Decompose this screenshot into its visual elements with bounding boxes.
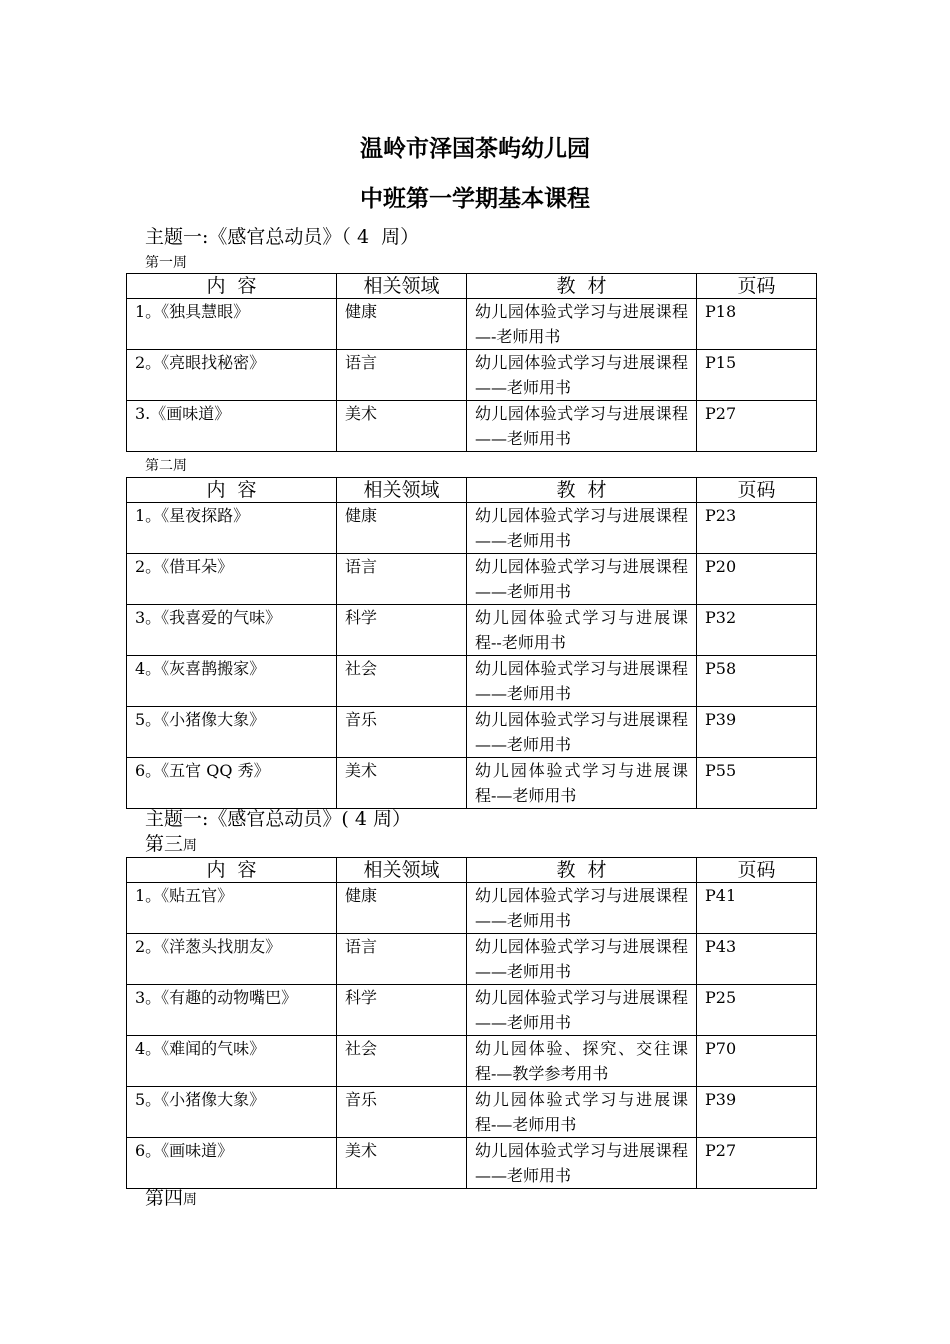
lesson-material: 幼儿园体验式学习与进展课程——老师用书 (467, 401, 697, 452)
lesson-material: 幼儿园体验式学习与进展课程——老师用书 (467, 934, 697, 985)
week-1-table (126, 273, 817, 452)
lesson-material: 幼儿园体验、探究、交往课程-—教学参考用书 (467, 1036, 697, 1087)
lesson-content: 4。《灰喜鹊搬家》 (127, 656, 337, 707)
theme-heading: 主题一:《感官总动员》（ 4 周） (145, 226, 420, 248)
theme-heading: 主题一:《感官总动员》( 4 周） (145, 808, 411, 830)
lesson-material: 幼儿园体验式学习与进展课程——老师用书 (467, 1138, 697, 1189)
lesson-content: 3.《画味道》 (127, 401, 337, 452)
lesson-content: 6。《画味道》 (127, 1138, 337, 1189)
table-row (127, 350, 817, 401)
lesson-domain: 美术 (337, 758, 467, 809)
week-label-main: 第三 (145, 833, 184, 855)
header-domain: 相关领域 (337, 274, 467, 299)
table-row (127, 1087, 817, 1138)
lesson-domain: 音乐 (337, 1087, 467, 1138)
lesson-material: 幼儿园体验式学习与进展课程-—老师用书 (467, 758, 697, 809)
lesson-page: P32 (697, 605, 817, 656)
lesson-page: P15 (697, 350, 817, 401)
week-3-table (126, 857, 817, 1189)
header-page: 页码 (697, 478, 817, 503)
week-2-table (126, 477, 817, 809)
header-material: 教 材 (467, 858, 697, 883)
lesson-page: P70 (697, 1036, 817, 1087)
table-header-row (127, 858, 817, 883)
lesson-content: 2。《洋葱头找朋友》 (127, 934, 337, 985)
lesson-content: 1。《星夜探路》 (127, 503, 337, 554)
lesson-content: 6。《五官 QQ 秀》 (127, 758, 337, 809)
lesson-domain: 美术 (337, 1138, 467, 1189)
lesson-page: P18 (697, 299, 817, 350)
course-title: 中班第一学期基本课程 (360, 186, 590, 212)
header-page: 页码 (697, 274, 817, 299)
table-row (127, 656, 817, 707)
lesson-domain: 美术 (337, 401, 467, 452)
lesson-content: 1。《贴五官》 (127, 883, 337, 934)
table-row (127, 299, 817, 350)
table-row (127, 758, 817, 809)
lesson-content: 3。《我喜爱的气味》 (127, 605, 337, 656)
lesson-domain: 社会 (337, 656, 467, 707)
lesson-content: 2。《借耳朵》 (127, 554, 337, 605)
table-row (127, 707, 817, 758)
lesson-material: 幼儿园体验式学习与进展课程—-老师用书 (467, 299, 697, 350)
lesson-material: 幼儿园体验式学习与进展课程——老师用书 (467, 883, 697, 934)
table-header-row (127, 274, 817, 299)
week-label-suffix: 周 (183, 1192, 198, 1208)
lesson-content: 4。《难闻的气味》 (127, 1036, 337, 1087)
header-material: 教 材 (467, 478, 697, 503)
lesson-domain: 语言 (337, 350, 467, 401)
table-row (127, 883, 817, 934)
table-row (127, 934, 817, 985)
lesson-page: P43 (697, 934, 817, 985)
lesson-domain: 科学 (337, 605, 467, 656)
header-content: 内 容 (127, 274, 337, 299)
lesson-domain: 科学 (337, 985, 467, 1036)
week-label (145, 834, 197, 856)
lesson-page: P58 (697, 656, 817, 707)
lesson-material: 幼儿园体验式学习与进展课程-—老师用书 (467, 1087, 697, 1138)
week-label: 第一周 (145, 255, 187, 271)
lesson-content: 5。《小猪像大象》 (127, 1087, 337, 1138)
week-label-suffix: 周 (183, 838, 198, 854)
lesson-page: P25 (697, 985, 817, 1036)
table-row (127, 554, 817, 605)
header-material: 教 材 (467, 274, 697, 299)
table-row (127, 503, 817, 554)
lesson-page: P20 (697, 554, 817, 605)
header-content: 内 容 (127, 858, 337, 883)
week-label: 第二周 (145, 458, 187, 474)
table-row (127, 605, 817, 656)
lesson-content: 3。《有趣的动物嘴巴》 (127, 985, 337, 1036)
lesson-material: 幼儿园体验式学习与进展课程——老师用书 (467, 350, 697, 401)
lesson-material: 幼儿园体验式学习与进展课程——老师用书 (467, 656, 697, 707)
lesson-material: 幼儿园体验式学习与进展课程——老师用书 (467, 985, 697, 1036)
header-page: 页码 (697, 858, 817, 883)
school-title: 温岭市泽国茶屿幼儿园 (360, 136, 590, 162)
header-domain: 相关领域 (337, 478, 467, 503)
lesson-content: 1。《独具慧眼》 (127, 299, 337, 350)
lesson-domain: 健康 (337, 299, 467, 350)
lesson-material: 幼儿园体验式学习与进展课程——老师用书 (467, 707, 697, 758)
table-row (127, 1036, 817, 1087)
lesson-material: 幼儿园体验式学习与进展课程——老师用书 (467, 503, 697, 554)
table-row (127, 1138, 817, 1189)
lesson-material: 幼儿园体验式学习与进展课程--老师用书 (467, 605, 697, 656)
lesson-page: P41 (697, 883, 817, 934)
header-content: 内 容 (127, 478, 337, 503)
week-label-main: 第四 (145, 1187, 184, 1209)
lesson-content: 2。《亮眼找秘密》 (127, 350, 337, 401)
lesson-domain: 音乐 (337, 707, 467, 758)
lesson-content: 5。《小猪像大象》 (127, 707, 337, 758)
lesson-domain: 语言 (337, 934, 467, 985)
lesson-page: P27 (697, 1138, 817, 1189)
lesson-page: P39 (697, 707, 817, 758)
lesson-domain: 语言 (337, 554, 467, 605)
lesson-domain: 社会 (337, 1036, 467, 1087)
lesson-material: 幼儿园体验式学习与进展课程——老师用书 (467, 554, 697, 605)
table-row (127, 401, 817, 452)
lesson-page: P55 (697, 758, 817, 809)
week-label (145, 1188, 197, 1210)
table-row (127, 985, 817, 1036)
lesson-domain: 健康 (337, 883, 467, 934)
lesson-page: P23 (697, 503, 817, 554)
lesson-domain: 健康 (337, 503, 467, 554)
table-header-row (127, 478, 817, 503)
lesson-page: P39 (697, 1087, 817, 1138)
lesson-page: P27 (697, 401, 817, 452)
header-domain: 相关领域 (337, 858, 467, 883)
